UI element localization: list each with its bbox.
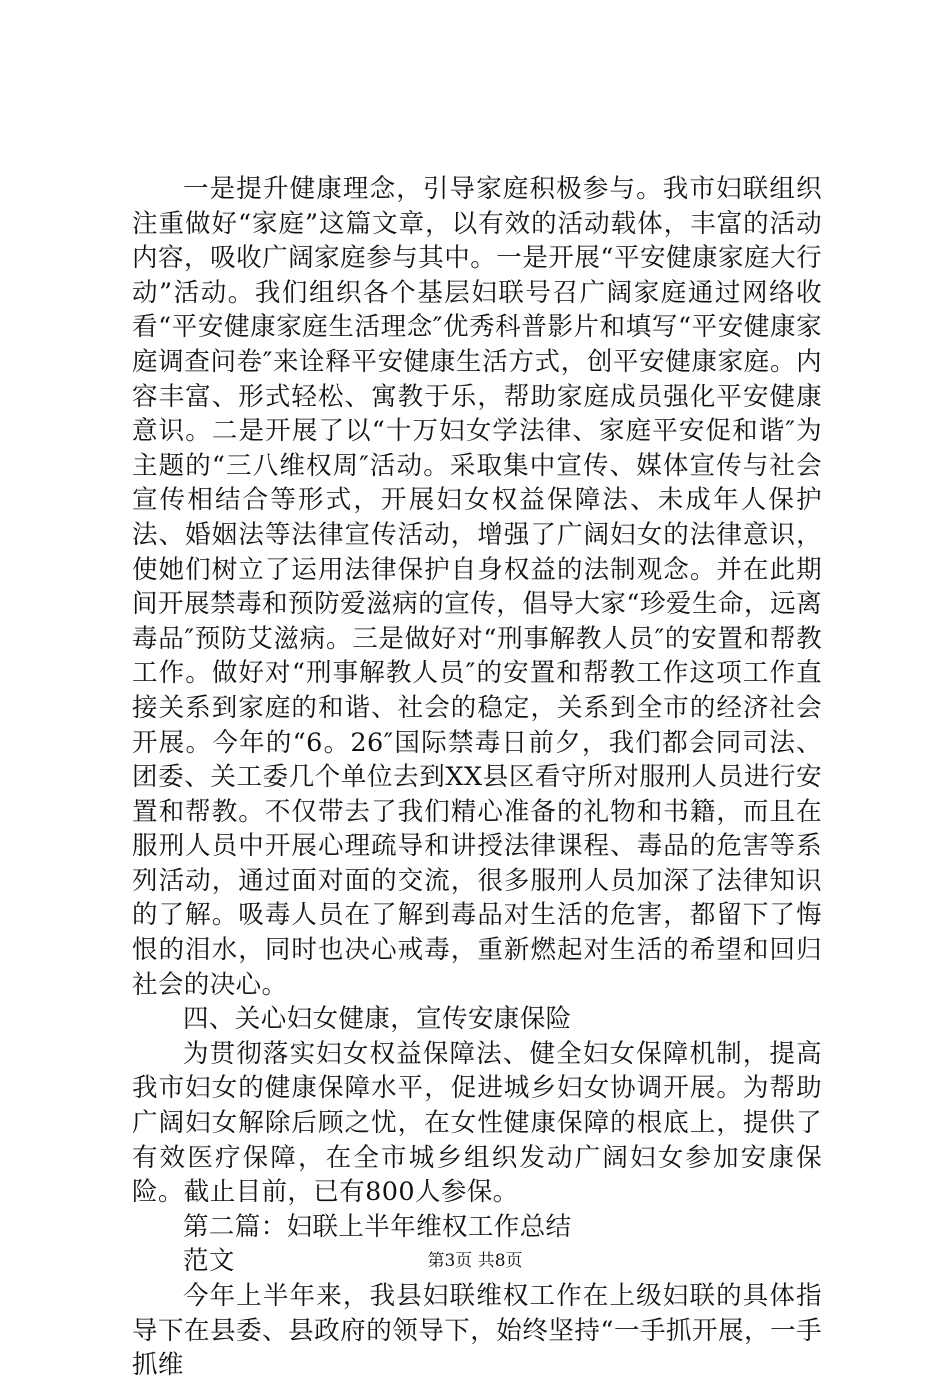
paragraph-health-concept: 一是提升健康理念，引导家庭积极参与。我市妇联组织注重做好“家庭”这篇文章，以有效的活动载体，丰富的活动内容，吸收广阔家庭参与其中。一是开展“平安健康家庭大行动”活动。我们组织各个基层妇联号召广阔家庭通过网络收看“平安健康家庭生活理念″优秀科普影片和填写“平安健康家庭调查问卷″来诠释平安健康生活方式，创平安健康家庭。内容丰富、形式轻松、寓教于乐，帮助家庭成员强化平安健康意识。二是开展了以“十万妇女学法律、家庭平安促和谐″为主题的“三八维权周″活动。采取集中宣传、媒体宣传与社会宣传相结合等形式，开展妇女权益保障法、未成年人保护法、婚姻法等法律宣传活动，增强了广阔妇女的法律意识，使她们树立了运用法律保护自身权益的法制观念。并在此期间开展禁毒和预防爱滋病的宣传，倡导大家“珍爱生命，远离毒品″预防艾滋病。三是做好对“刑事解教人员″的安置和帮教工作。做好对“刑事解教人员″的安置和帮教工作这项工作直接关系到家庭的和谐、社会的稳定，关系到全市的经济社会开展。今年的“6。26″国际禁毒日前夕，我们都会同司法、团委、关工委几个单位去到XX县区看守所对服刑人员进行安置和帮教。不仅带去了我们精心准备的礼物和书籍，而且在服刑人员中开展心理疏导和讲授法律课程、毒品的危害等系列活动，通过面对面的交流，很多服刑人员加深了法律知识的了解。吸毒人员在了解到毒品对生活的危害，都留下了悔恨的泪水，同时也决心戒毒，重新燃起对生活的希望和回归社会的决心。 [132, 174, 822, 1000]
section-heading-women-health: 四、关心妇女健康，宣传安康保险 [183, 1004, 572, 1035]
chapter-subtitle: 范文 [183, 1246, 235, 1277]
document-body [132, 172, 822, 1383]
page-footer: 第3页 共8页 [427, 1251, 523, 1271]
paragraph-half-year-summary: 今年上半年来，我县妇联维权工作在上级妇联的具体指导下在县委、县政府的领导下，始终坚持“一手抓开展，一手抓维 [132, 1281, 822, 1381]
paragraph-insurance: 为贯彻落实妇女权益保障法、健全妇女保障机制，提高我市妇女的健康保障水平，促进城乡妇女协调开展。为帮助广阔妇女解除后顾之忧，在女性健康保障的根底上，提供了有效医疗保障，在全市城乡组织发动广阔妇女参加安康保险。截止目前，已有800人参保。 [132, 1038, 822, 1208]
chapter-title: 第二篇：妇联上半年维权工作总结 [183, 1211, 572, 1242]
